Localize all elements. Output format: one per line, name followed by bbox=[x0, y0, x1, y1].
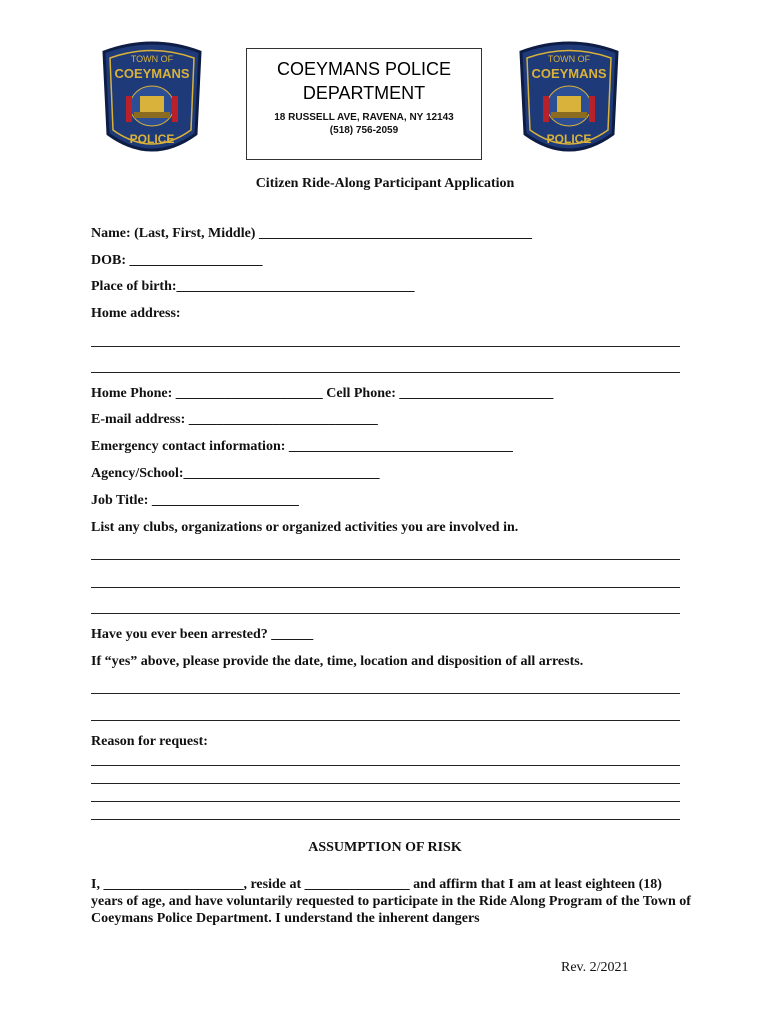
svg-text:POLICE: POLICE bbox=[129, 132, 175, 146]
assumption-of-risk-paragraph: I, ____________________, reside at _______________ and affirm that I am at least eighteen (18) years of age, and have voluntarily requested to participate in the Ride Along Program of the Town of Coeymans Police Department. I understand the inherent dangers bbox=[91, 877, 691, 926]
clubs-line-1[interactable] bbox=[91, 559, 680, 560]
agency-school-field[interactable]: Agency/School:____________________________ bbox=[91, 466, 380, 481]
assumption-of-risk-title: ASSUMPTION OF RISK bbox=[308, 840, 462, 855]
svg-text:POLICE: POLICE bbox=[546, 132, 592, 146]
reason-line-4[interactable] bbox=[91, 819, 680, 820]
arrested-field[interactable]: Have you ever been arrested? ______ bbox=[91, 627, 314, 642]
home-address-line-1[interactable] bbox=[91, 346, 680, 347]
clubs-line-3[interactable] bbox=[91, 613, 680, 614]
department-header bbox=[246, 48, 482, 160]
dob-field[interactable]: DOB: ___________________ bbox=[91, 253, 263, 268]
arrest-details-line-2[interactable] bbox=[91, 720, 680, 721]
emergency-contact-field[interactable]: Emergency contact information: ________________________________ bbox=[91, 439, 513, 454]
svg-text:COEYMANS: COEYMANS bbox=[114, 66, 190, 81]
police-patch-left-logo bbox=[96, 38, 208, 162]
email-field[interactable]: E-mail address: ___________________________ bbox=[91, 412, 378, 427]
place-of-birth-field[interactable]: Place of birth:__________________________________ bbox=[91, 279, 415, 294]
police-patch-right-logo bbox=[513, 38, 625, 162]
home-address-line-2[interactable] bbox=[91, 372, 680, 373]
reason-label: Reason for request: bbox=[91, 734, 208, 749]
reason-line-1[interactable] bbox=[91, 765, 680, 766]
department-address: 18 RUSSELL AVE, RAVENA, NY 12143 bbox=[274, 112, 454, 123]
arrest-details-label: If “yes” above, please provide the date, time, location and disposition of all arrests. bbox=[91, 654, 584, 669]
job-title-field[interactable]: Job Title: _____________________ bbox=[91, 493, 299, 508]
svg-text:TOWN OF: TOWN OF bbox=[130, 54, 174, 64]
department-name: COEYMANS POLICE DEPARTMENT bbox=[276, 59, 452, 103]
clubs-line-2[interactable] bbox=[91, 587, 680, 588]
svg-text:COEYMANS: COEYMANS bbox=[531, 66, 607, 81]
phone-fields[interactable]: Home Phone: _____________________ Cell Phone: ______________________ bbox=[91, 386, 554, 401]
svg-text:TOWN OF: TOWN OF bbox=[547, 54, 591, 64]
form-title: Citizen Ride-Along Participant Application bbox=[255, 176, 515, 191]
reason-line-3[interactable] bbox=[91, 801, 680, 802]
department-phone: (518) 756-2059 bbox=[329, 125, 399, 136]
revision-label: Rev. 2/2021 bbox=[561, 960, 629, 975]
reason-line-2[interactable] bbox=[91, 783, 680, 784]
arrest-details-line-1[interactable] bbox=[91, 693, 680, 694]
name-field[interactable]: Name: (Last, First, Middle) _______________________________________ bbox=[91, 226, 532, 241]
home-address-label: Home address: bbox=[91, 306, 181, 321]
clubs-label: List any clubs, organizations or organized activities you are involved in. bbox=[91, 520, 519, 535]
